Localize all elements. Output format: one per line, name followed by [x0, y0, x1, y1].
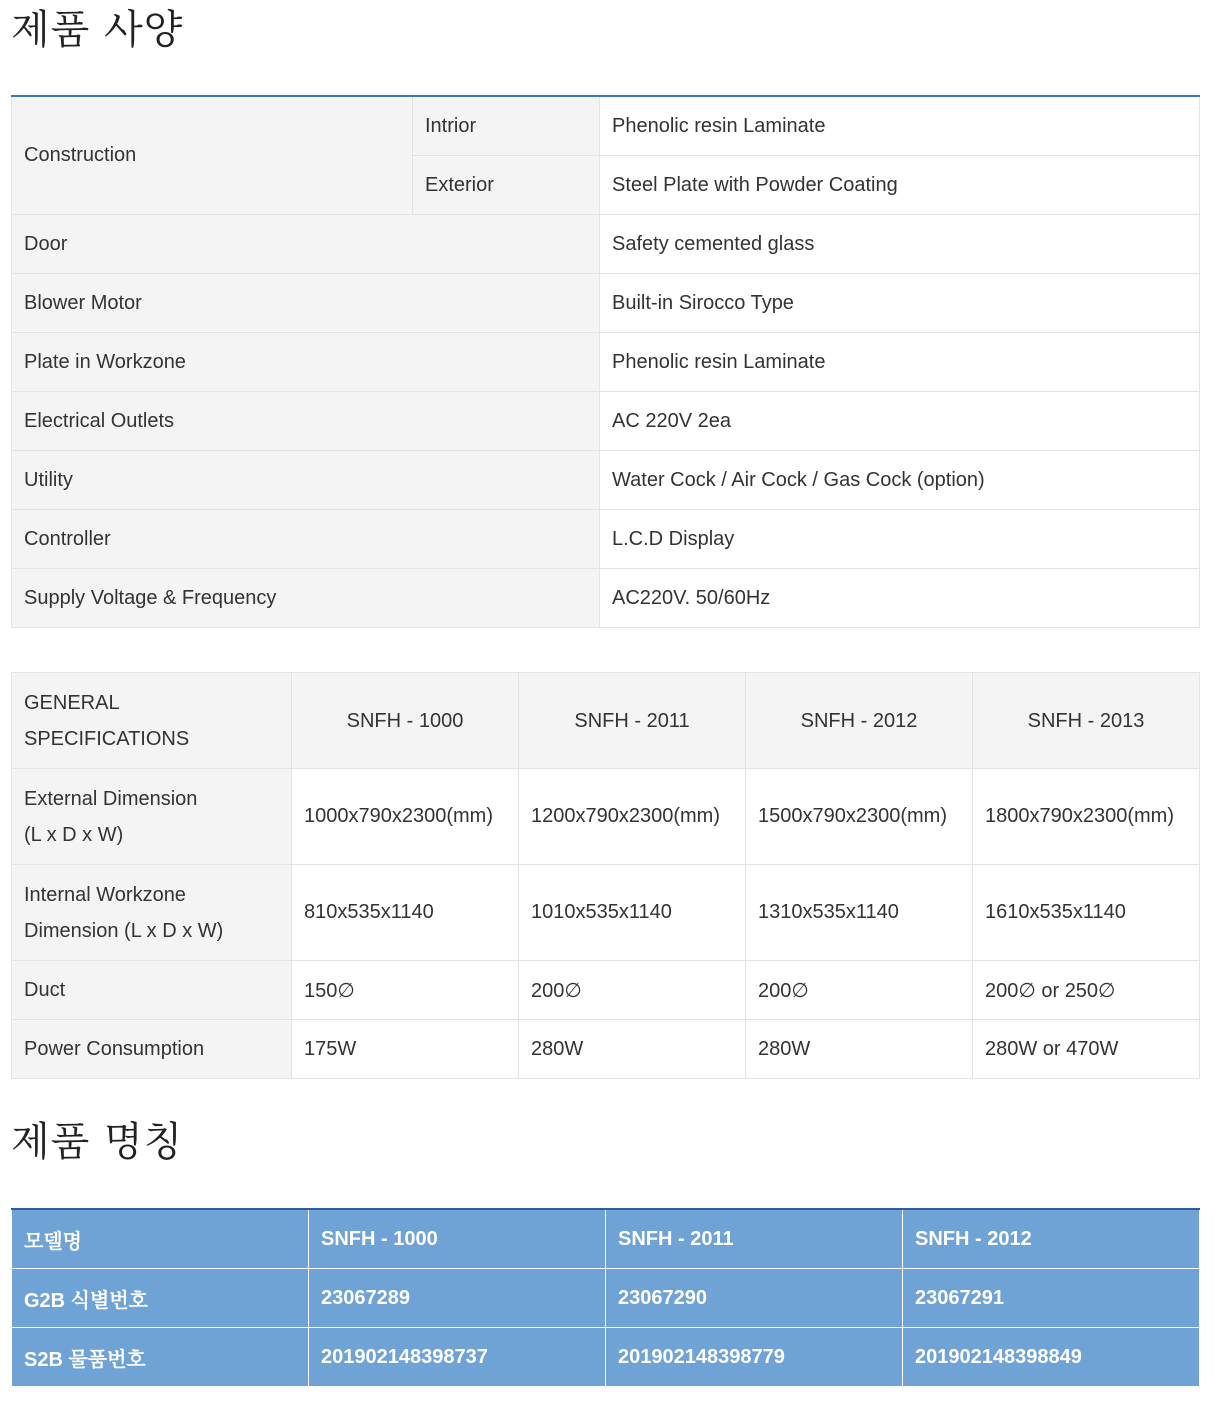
row-label [12, 865, 292, 961]
table-row [12, 961, 1200, 1020]
table-row [12, 392, 1200, 451]
spec-label: Utility [12, 451, 600, 510]
table-cell: 모델명 [12, 1209, 309, 1269]
construction-sub-label: Intrior [413, 96, 600, 156]
spec-value: AC220V. 50/60Hz [600, 569, 1200, 628]
table-cell: 201902148398849 [903, 1328, 1200, 1387]
table-row [12, 215, 1200, 274]
construction-label: Construction [12, 96, 413, 215]
label-line: Internal Workzone [24, 883, 186, 906]
table-row [12, 1020, 1200, 1079]
header-line: SPECIFICATIONS [24, 727, 190, 750]
row-label [12, 769, 292, 865]
table-cell: 280W or 470W [973, 1020, 1200, 1079]
label-line: Dimension (L x D x W) [24, 919, 224, 942]
construction-value: Steel Plate with Powder Coating [600, 156, 1200, 215]
table-cell: 1800x790x2300(mm) [973, 769, 1200, 865]
table-cell: SNFH - 2011 [606, 1209, 903, 1269]
row-label: Power Consumption [12, 1020, 292, 1079]
table-cell: 1500x790x2300(mm) [746, 769, 973, 865]
table-cell: 1310x535x1140 [746, 865, 973, 961]
table-cell: 1010x535x1140 [519, 865, 746, 961]
spec-value: Water Cock / Air Cock / Gas Cock (option) [600, 451, 1200, 510]
spec-label: Electrical Outlets [12, 392, 600, 451]
table-cell: 1000x790x2300(mm) [292, 769, 519, 865]
table-row [12, 1328, 1200, 1387]
model-header: SNFH - 1000 [292, 673, 519, 769]
spec-value: Safety cemented glass [600, 215, 1200, 274]
table-row [12, 1269, 1200, 1328]
table-cell: 200∅ or 250∅ [973, 961, 1200, 1020]
table-cell: S2B 물품번호 [12, 1328, 309, 1387]
table-row [12, 865, 1200, 961]
spec-value: Built-in Sirocco Type [600, 274, 1200, 333]
table-cell: 200∅ [519, 961, 746, 1020]
model-header: SNFH - 2013 [973, 673, 1200, 769]
table-cell: G2B 식별번호 [12, 1269, 309, 1328]
row-label: Duct [12, 961, 292, 1020]
table-cell: 23067290 [606, 1269, 903, 1328]
general-spec-table [11, 672, 1200, 1079]
label-line: External Dimension [24, 787, 198, 810]
model-header: SNFH - 2011 [519, 673, 746, 769]
spec-label: Blower Motor [12, 274, 600, 333]
table-row [12, 96, 1200, 156]
table-cell: SNFH - 1000 [309, 1209, 606, 1269]
table-cell: 175W [292, 1020, 519, 1079]
product-spec-table [11, 95, 1200, 628]
model-header: SNFH - 2012 [746, 673, 973, 769]
table-cell: 1610x535x1140 [973, 865, 1200, 961]
spec-section-title: 제품 사양 [11, 7, 184, 53]
spec-label: Plate in Workzone [12, 333, 600, 392]
table-cell: 23067289 [309, 1269, 606, 1328]
spec-value: AC 220V 2ea [600, 392, 1200, 451]
name-section-title: 제품 명칭 [11, 1119, 184, 1165]
table-row [12, 510, 1200, 569]
spec-value: L.C.D Display [600, 510, 1200, 569]
label-line: (L x D x W) [24, 823, 124, 846]
table-cell: 201902148398779 [606, 1328, 903, 1387]
spec-label: Door [12, 215, 600, 274]
table-cell: 23067291 [903, 1269, 1200, 1328]
table-row [12, 451, 1200, 510]
table-header-row [12, 673, 1200, 769]
construction-value: Phenolic resin Laminate [600, 96, 1200, 156]
spec-label: Controller [12, 510, 600, 569]
table-row [12, 569, 1200, 628]
table-row [12, 1209, 1200, 1269]
table-cell: 1200x790x2300(mm) [519, 769, 746, 865]
table-cell: 280W [746, 1020, 973, 1079]
table-cell: 200∅ [746, 961, 973, 1020]
spec-label: Supply Voltage & Frequency [12, 569, 600, 628]
table-cell: 810x535x1140 [292, 865, 519, 961]
table-cell: SNFH - 2012 [903, 1209, 1200, 1269]
header-line: GENERAL [24, 691, 120, 714]
table-cell: 201902148398737 [309, 1328, 606, 1387]
product-name-table [11, 1208, 1200, 1387]
table-cell: 280W [519, 1020, 746, 1079]
general-spec-header [12, 673, 292, 769]
table-row [12, 333, 1200, 392]
table-cell: 150∅ [292, 961, 519, 1020]
table-row [12, 274, 1200, 333]
construction-sub-label: Exterior [413, 156, 600, 215]
spec-value: Phenolic resin Laminate [600, 333, 1200, 392]
table-row [12, 769, 1200, 865]
